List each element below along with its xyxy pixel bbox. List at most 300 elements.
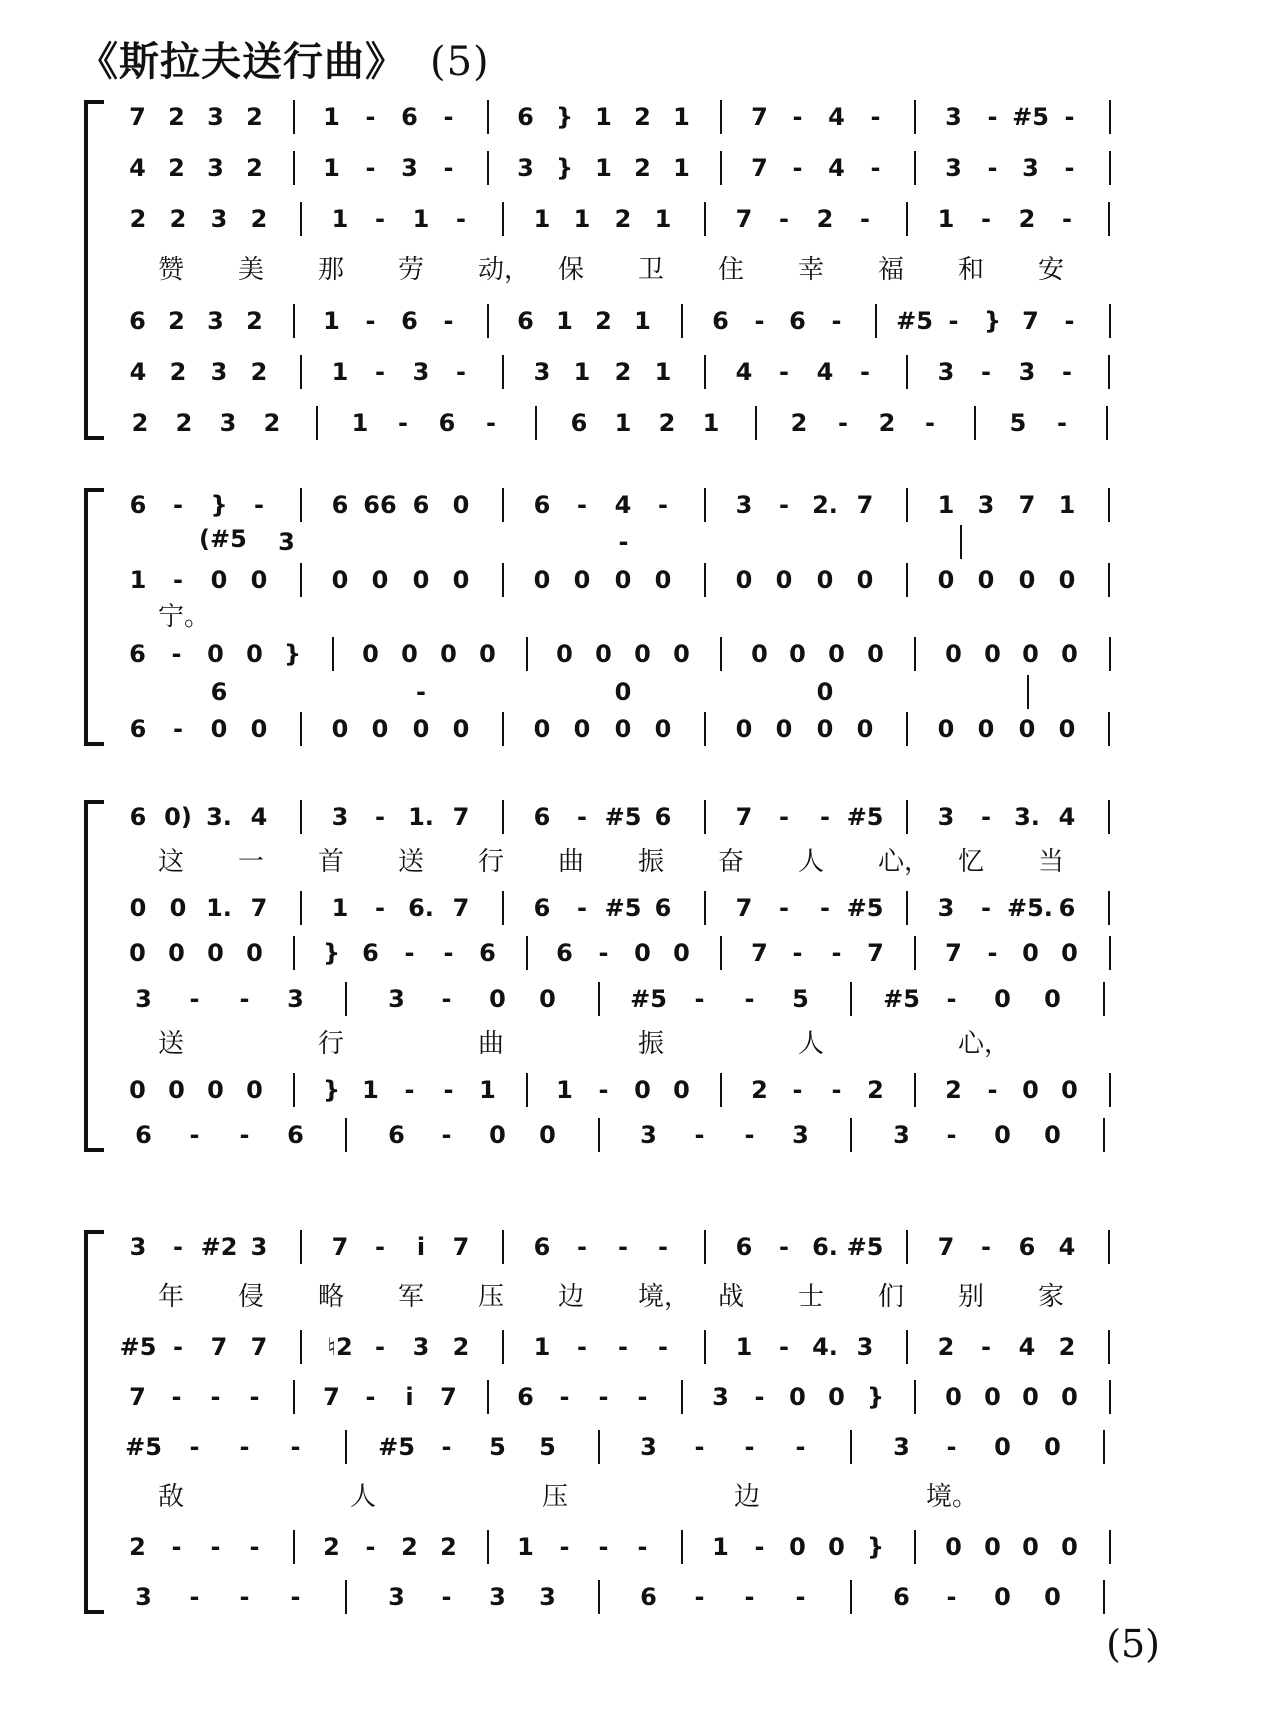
note: 1: [595, 103, 612, 131]
barline: [345, 1118, 347, 1152]
note: 6: [135, 1121, 152, 1149]
note: 2: [595, 307, 612, 335]
note: 2: [168, 103, 185, 131]
note: -: [795, 1583, 806, 1611]
note: 1: [323, 154, 340, 182]
note: 1: [614, 409, 632, 437]
lyric-syllable: 美: [238, 255, 265, 285]
note: 4: [1058, 803, 1076, 831]
notation-line: [118, 712, 1164, 746]
note: 3: [937, 894, 955, 922]
note: 4.: [812, 1333, 838, 1361]
note: -: [171, 1533, 182, 1561]
notation-line: [118, 304, 1164, 338]
note: 0: [1018, 715, 1036, 743]
barline: [960, 525, 962, 559]
lyric-syllable: 战: [718, 1282, 745, 1312]
note: #5: [846, 894, 884, 922]
note: 5: [539, 1433, 556, 1461]
note: 1: [595, 154, 612, 182]
note: -: [795, 1433, 806, 1461]
note: -: [1064, 103, 1075, 131]
note: 2: [816, 205, 834, 233]
note: 6: [533, 1233, 551, 1261]
barline: [681, 1530, 683, 1564]
barline: [502, 1230, 504, 1264]
note: 2: [129, 205, 147, 233]
barline: [704, 800, 706, 834]
barline: [704, 202, 706, 236]
note: 3: [250, 1233, 268, 1261]
note: 1: [673, 103, 690, 131]
note: 3: [945, 154, 962, 182]
barline: [598, 1430, 600, 1464]
note: -: [792, 154, 803, 182]
note: -: [375, 803, 385, 831]
barline: [300, 1330, 302, 1364]
note: -: [404, 939, 415, 967]
note: 0: [129, 894, 147, 922]
note: #5: [125, 1433, 162, 1461]
barline: [345, 1580, 347, 1614]
note: #5: [846, 1233, 884, 1261]
note: -: [981, 358, 991, 386]
note: 0: [977, 566, 995, 594]
barline: [914, 151, 916, 185]
note: 0: [168, 939, 185, 967]
note: 6: [129, 803, 147, 831]
note: 6: [129, 640, 146, 668]
note: -: [754, 1383, 765, 1411]
note: 0: [246, 939, 263, 967]
lyric-syllable: 境，: [638, 1282, 691, 1312]
barline: [704, 563, 706, 597]
barline: [850, 1430, 852, 1464]
note: 6: [1058, 894, 1076, 922]
lyric-syllable: 送: [158, 1029, 185, 1059]
note: 0: [1061, 1533, 1078, 1561]
note: -: [779, 803, 789, 831]
barline: [850, 1580, 852, 1614]
lyric-syllable: 心，: [878, 847, 931, 877]
score-system: [84, 100, 1164, 440]
barline: [1103, 1430, 1105, 1464]
note: 0: [371, 566, 389, 594]
note: 6: [517, 1383, 534, 1411]
note: 0: [1061, 1383, 1078, 1411]
lyric-syllable: 住: [718, 255, 745, 285]
note: -: [694, 1583, 705, 1611]
barline: [300, 488, 302, 522]
note: -: [946, 985, 957, 1013]
note: 3: [135, 985, 152, 1013]
note: -: [559, 1383, 570, 1411]
note: -: [577, 894, 587, 922]
note: 0: [207, 640, 224, 668]
note: 3: [856, 1333, 874, 1361]
notation-line: [118, 1073, 1164, 1107]
note: 1: [573, 358, 591, 386]
note: 0: [1022, 939, 1039, 967]
note: -: [754, 1533, 765, 1561]
note: 0: [250, 715, 268, 743]
lyric-syllable: 人: [350, 1482, 377, 1512]
barline: [300, 563, 302, 597]
note: 0: [1061, 1076, 1078, 1104]
note: -: [637, 1383, 648, 1411]
note: -: [838, 409, 848, 437]
lyric-syllable: 首: [318, 847, 345, 877]
note: -: [779, 358, 789, 386]
note: 2: [867, 1076, 884, 1104]
note: 1: [533, 1333, 551, 1361]
note: -: [870, 154, 881, 182]
barline: [502, 800, 504, 834]
note: 0: [412, 566, 430, 594]
note: 0: [984, 1533, 1001, 1561]
note: 0: [828, 1533, 845, 1561]
note: 0: [1061, 640, 1078, 668]
lyrics-line: [118, 1280, 1164, 1314]
note: 6: [362, 939, 379, 967]
notation-line: [118, 525, 1164, 559]
note: 6: [735, 1233, 753, 1261]
note: 0: [614, 678, 632, 706]
note: 0: [1061, 939, 1078, 967]
note: 0: [735, 715, 753, 743]
barline: [345, 982, 347, 1016]
note: 6: [533, 491, 551, 519]
note: 3: [207, 307, 224, 335]
notation-line: [118, 563, 1164, 597]
note: 7: [1022, 307, 1039, 335]
barline: [300, 1230, 302, 1264]
note: -: [981, 1333, 991, 1361]
note: 3: [129, 1233, 147, 1261]
note: -: [443, 154, 454, 182]
note: -: [375, 894, 385, 922]
note: -: [173, 715, 183, 743]
note: 6: [712, 307, 729, 335]
barline: [1103, 1580, 1105, 1614]
note: 2: [263, 409, 281, 437]
note: 1: [573, 205, 591, 233]
note: 4: [1018, 1333, 1036, 1361]
note: 0: [816, 678, 834, 706]
note: 0: [452, 491, 470, 519]
notation-line: [118, 151, 1164, 185]
note: 2: [168, 307, 185, 335]
system-bracket: [84, 100, 102, 440]
lyric-syllable: 敌: [158, 1482, 185, 1512]
barline: [906, 712, 908, 746]
note: 0: [789, 640, 806, 668]
note: 2: [250, 358, 268, 386]
barline: [502, 563, 504, 597]
note: -: [249, 1383, 260, 1411]
barline: [1108, 488, 1110, 522]
note: #5: [1012, 103, 1049, 131]
note: -: [189, 1121, 200, 1149]
note: -: [398, 409, 408, 437]
lyric-syllable: 奋: [718, 847, 745, 877]
note: 7: [751, 154, 768, 182]
notation-line: [118, 891, 1164, 925]
score-title: [78, 30, 490, 87]
note: 2: [323, 1533, 340, 1561]
lyric-syllable: 行: [318, 1029, 345, 1059]
barline: [293, 1073, 295, 1107]
barline: [720, 637, 722, 671]
barline: [906, 1330, 908, 1364]
barline: [502, 1330, 504, 1364]
barline: [1106, 406, 1108, 440]
note: -: [577, 1233, 587, 1261]
note: 0: [1058, 715, 1076, 743]
note: 3: [937, 358, 955, 386]
note: 3: [412, 358, 430, 386]
notation-line: [118, 1530, 1164, 1564]
barline: [720, 100, 722, 134]
note: 5: [1009, 409, 1027, 437]
notation-line: [118, 800, 1164, 834]
note: 3: [640, 1433, 657, 1461]
note: -: [171, 1383, 182, 1411]
barline: [293, 936, 295, 970]
note: 4: [129, 154, 146, 182]
note: -: [618, 1233, 628, 1261]
note: -: [779, 205, 789, 233]
note: 7: [440, 1383, 457, 1411]
note: -: [694, 1433, 705, 1461]
note: 2: [634, 103, 651, 131]
note: 0: [210, 566, 228, 594]
barline: [850, 1118, 852, 1152]
note: 0: [634, 939, 651, 967]
note: 0: [539, 1121, 556, 1149]
notation-line: [118, 1580, 1164, 1614]
barline: [526, 1073, 528, 1107]
note: 4: [614, 491, 632, 519]
note: }: [866, 1383, 885, 1411]
barline: [293, 1380, 295, 1414]
note: -: [1062, 205, 1072, 233]
note: -: [456, 358, 466, 386]
note: -: [792, 1076, 803, 1104]
note: 2: [175, 409, 193, 437]
note: }: [983, 307, 1002, 335]
note: 0: [331, 566, 349, 594]
barline: [906, 1230, 908, 1264]
notation-line: [118, 1330, 1164, 1364]
note: -: [946, 1433, 957, 1461]
note: 5: [792, 985, 809, 1013]
barline: [704, 355, 706, 389]
lyric-syllable: 那: [318, 255, 345, 285]
note: 3: [331, 803, 349, 831]
note: 7: [1018, 491, 1036, 519]
lyric-syllable: 曲: [558, 847, 585, 877]
barline: [914, 1380, 916, 1414]
note: #5: [846, 803, 884, 831]
note: 3: [893, 1121, 910, 1149]
lyric-syllable: 人: [798, 847, 825, 877]
note: }: [283, 640, 302, 668]
barline: [704, 488, 706, 522]
barline: [704, 712, 706, 746]
lyric-syllable: 别: [958, 1282, 985, 1312]
note: -: [744, 1121, 755, 1149]
note: 0: [828, 640, 845, 668]
note: }: [555, 103, 574, 131]
note: -: [598, 939, 609, 967]
note: -: [598, 1076, 609, 1104]
barline: [1109, 1530, 1111, 1564]
note: 1: [129, 566, 147, 594]
note: -: [925, 409, 935, 437]
note: 7: [735, 205, 753, 233]
note: 2: [658, 409, 676, 437]
note: 2: [1058, 1333, 1076, 1361]
note: 0: [452, 715, 470, 743]
note: #5: [119, 1333, 157, 1361]
barline: [914, 1530, 916, 1564]
note: -: [870, 103, 881, 131]
barline: [300, 712, 302, 746]
note: 3: [401, 154, 418, 182]
barline: [502, 202, 504, 236]
note: 0: [673, 939, 690, 967]
note: 3: [792, 1121, 809, 1149]
note: 3: [539, 1583, 556, 1611]
barline: [1108, 563, 1110, 597]
lyric-syllable: 人: [798, 1029, 825, 1059]
note: 0: [816, 715, 834, 743]
note: 0: [246, 640, 263, 668]
note: -: [210, 1383, 221, 1411]
lyric-syllable: 士: [798, 1282, 825, 1312]
note: 0: [1022, 1383, 1039, 1411]
note: -: [189, 1433, 200, 1461]
lyric-syllable: 动，: [478, 255, 531, 285]
note: 1: [712, 1533, 729, 1561]
barline: [526, 637, 528, 671]
note: -: [831, 939, 842, 967]
notation-line: [118, 1118, 1164, 1152]
barline: [332, 637, 334, 671]
note: 1: [556, 1076, 573, 1104]
note: }: [555, 154, 574, 182]
note: 6: [893, 1583, 910, 1611]
note: 3: [517, 154, 534, 182]
note: 0: [634, 640, 651, 668]
note: }: [322, 939, 341, 967]
note: 0: [573, 566, 591, 594]
note: 4: [250, 803, 268, 831]
note: }(#5: [199, 491, 247, 553]
barline: [906, 563, 908, 597]
note: -: [254, 491, 264, 519]
note: 2: [401, 1533, 418, 1561]
note: -: [559, 1533, 570, 1561]
note: 6: [556, 939, 573, 967]
note: 0: [129, 939, 146, 967]
note: -: [290, 1433, 301, 1461]
note: 3: [287, 985, 304, 1013]
note: 4: [129, 358, 147, 386]
barline: [293, 304, 295, 338]
note: 0: [440, 640, 457, 668]
note: -: [792, 939, 803, 967]
note: 7: [250, 894, 268, 922]
barline: [1109, 936, 1111, 970]
note: -: [820, 803, 830, 831]
lyric-syllable: 忆: [958, 847, 985, 877]
note: 0: [828, 1383, 845, 1411]
note: 7: [452, 894, 470, 922]
note: 6: [412, 491, 430, 519]
note: 6: [517, 103, 534, 131]
lyric-syllable: 振: [638, 1029, 665, 1059]
note: 6: [533, 894, 551, 922]
note: 2: [614, 205, 632, 233]
barline: [598, 1580, 600, 1614]
note: 6: [654, 803, 672, 831]
note: #5.: [1007, 894, 1053, 922]
note: #2: [200, 1233, 238, 1261]
note: -: [820, 894, 830, 922]
notation-line: [118, 1430, 1164, 1464]
note: 0: [994, 1121, 1011, 1149]
note: -: [981, 1233, 991, 1261]
note: 0: [412, 715, 430, 743]
lyric-syllable: 这: [158, 847, 185, 877]
note: 0: [1022, 640, 1039, 668]
note: 0: [984, 1383, 1001, 1411]
lyric-syllable: 们: [878, 1282, 905, 1312]
barline: [720, 936, 722, 970]
note: -: [618, 1333, 628, 1361]
barline: [906, 891, 908, 925]
note: 1: [331, 358, 349, 386]
note: 2: [246, 154, 263, 182]
note: 0: [207, 1076, 224, 1104]
note: -: [658, 1333, 668, 1361]
note: -: [779, 894, 789, 922]
note: 0: [479, 640, 496, 668]
note: 0: [1044, 985, 1061, 1013]
note: 3: [412, 1333, 430, 1361]
lyric-syllable: 境。: [926, 1482, 979, 1512]
lyric-syllable: 赞: [158, 255, 185, 285]
lyric-syllable: 心，: [958, 1029, 1011, 1059]
barline: [1108, 355, 1110, 389]
note: 0: [250, 566, 268, 594]
barline: [598, 982, 600, 1016]
barline: [1109, 100, 1111, 134]
note: 6: [129, 491, 147, 519]
note: -: [171, 640, 182, 668]
note: 7: [129, 103, 146, 131]
barline: [1108, 891, 1110, 925]
note: -: [173, 1233, 183, 1261]
note: 0: [654, 715, 672, 743]
barline: [1103, 1118, 1105, 1152]
note: 3: [219, 409, 237, 437]
note: 1.: [206, 894, 232, 922]
note: -: [987, 1076, 998, 1104]
note: 6: [401, 307, 418, 335]
